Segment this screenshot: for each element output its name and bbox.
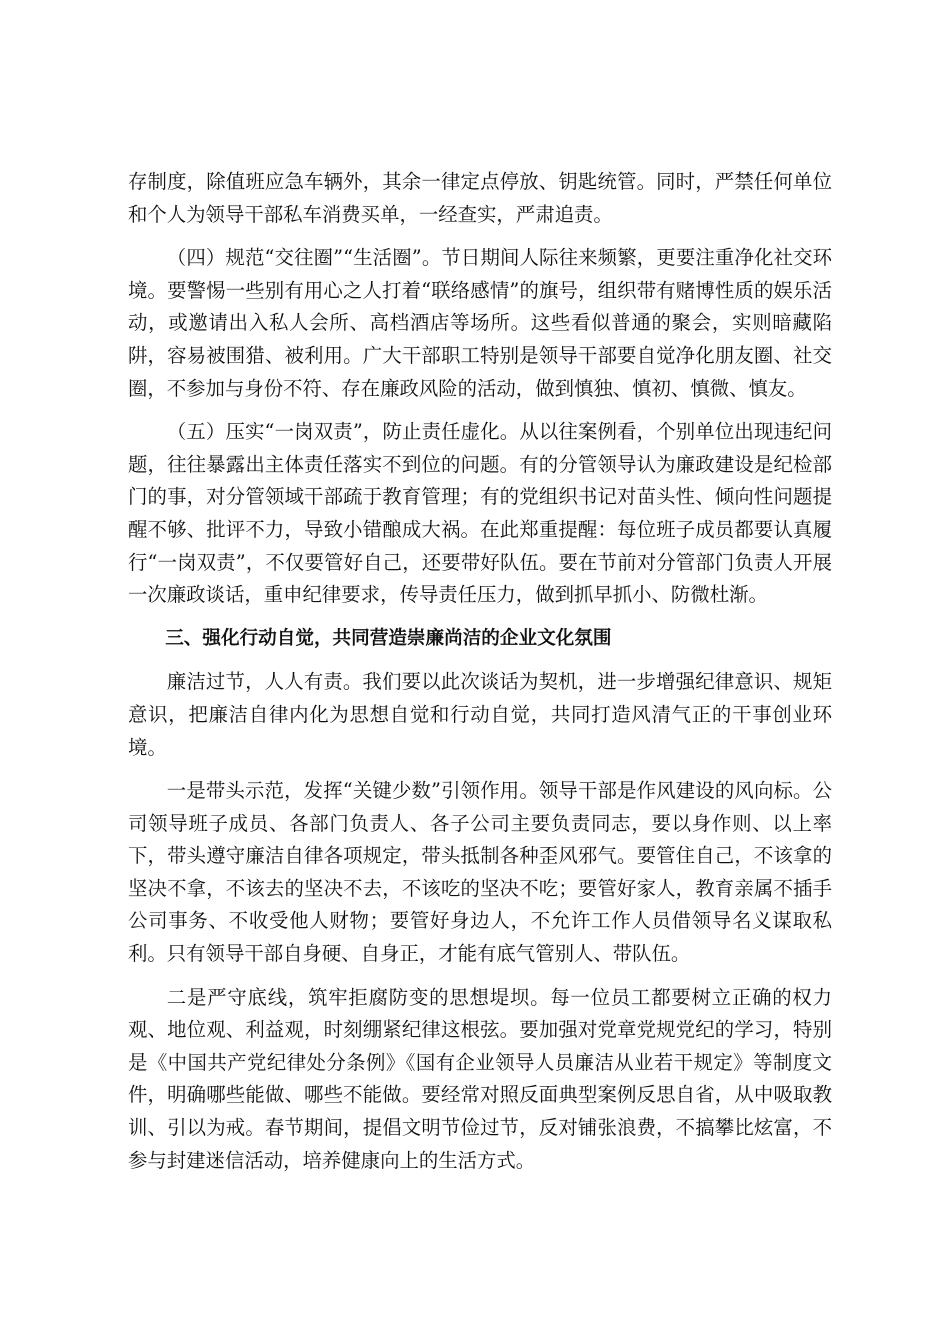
paragraph-point-two: 二是严守底线，筑牢拒腐防变的思想堤坝。每一位员工都要树立正确的权力观、地位观、利益观，时刻绷紧纪律这根弦。要加强对党章党规党纪的学习，特别是《中国共产党纪律处分条例》《国有企业领导人员廉洁从业若干规定》等制度文件，明确哪些能做、哪些不能做。要经常对照反面典型案例反思自省，从中吸取教训、引以为戒。春节期间，提倡文明节俭过节，反对铺张浪费，不搞攀比炫富，不参与封建迷信活动，培养健康向上的生活方式。 <box>128 985 832 1172</box>
paragraph-section-intro: 廉洁过节，人人有责。我们要以此次谈话为契机，进一步增强纪律意识、规矩意识，把廉洁自律内化为思想自觉和行动自觉，共同打造风清气正的干事创业环境。 <box>128 670 832 759</box>
document-body <box>128 166 832 1188</box>
paragraph-point-one: 一是带头示范，发挥“关键少数”引领作用。领导干部是作风建设的风向标。公司领导班子成员、各部门负责人、各子公司主要负责同志，要以身作则、以上率下，带头遵守廉洁自律各项规定，带头抵制各种歪风邪气。要管住自己，不该拿的坚决不拿，不该去的坚决不去，不该吃的坚决不吃；要管好家人，教育亲属不插手公司事务、不收受他人财物；要管好身边人，不允许工作人员借领导名义谋取私利。只有领导干部自身硬、自身正，才能有底气管别人、带队伍。 <box>128 779 832 966</box>
paragraph-continuation: 存制度，除值班应急车辆外，其余一律定点停放、钥匙统管。同时，严禁任何单位和个人为领导干部私车消费买单，一经查实，严肃追责。 <box>128 170 832 226</box>
paragraph-item-four: （四）规范“交往圈”“生活圈”。节日期间人际往来频繁，更要注重净化社交环境。要警惕一些别有用心之人打着“联络感情”的旗号，组织带有赌博性质的娱乐活动，或邀请出入私人会所、高档酒店等场所。这些看似普通的聚会，实则暗藏陷阱，容易被围猎、被利用。广大干部职工特别是领导干部要自觉净化朋友圈、社交圈，不参加与身份不符、存在廉政风险的活动，做到慎独、慎初、慎微、慎友。 <box>128 246 832 400</box>
section-heading-three: 三、强化行动自觉，共同营造崇廉尚洁的企业文化氛围 <box>165 627 612 649</box>
paragraph-item-five: （五）压实“一岗双责”，防止责任虚化。从以往案例看，个别单位出现违纪问题，往往暴露出主体责任落实不到位的问题。有的分管领导认为廉政建设是纪检部门的事，对分管领域干部疏于教育管理；有的党组织书记对苗头性、倾向性问题提醒不够、批评不力，导致小错酿成大祸。在此郑重提醒：每位班子成员都要认真履行“一岗双责”，不仅要管好自己，还要带好队伍。要在节前对分管部门负责人开展一次廉政谈话，重申纪律要求，传导责任压力，做到抓早抓小、防微杜渐。 <box>128 420 832 607</box>
